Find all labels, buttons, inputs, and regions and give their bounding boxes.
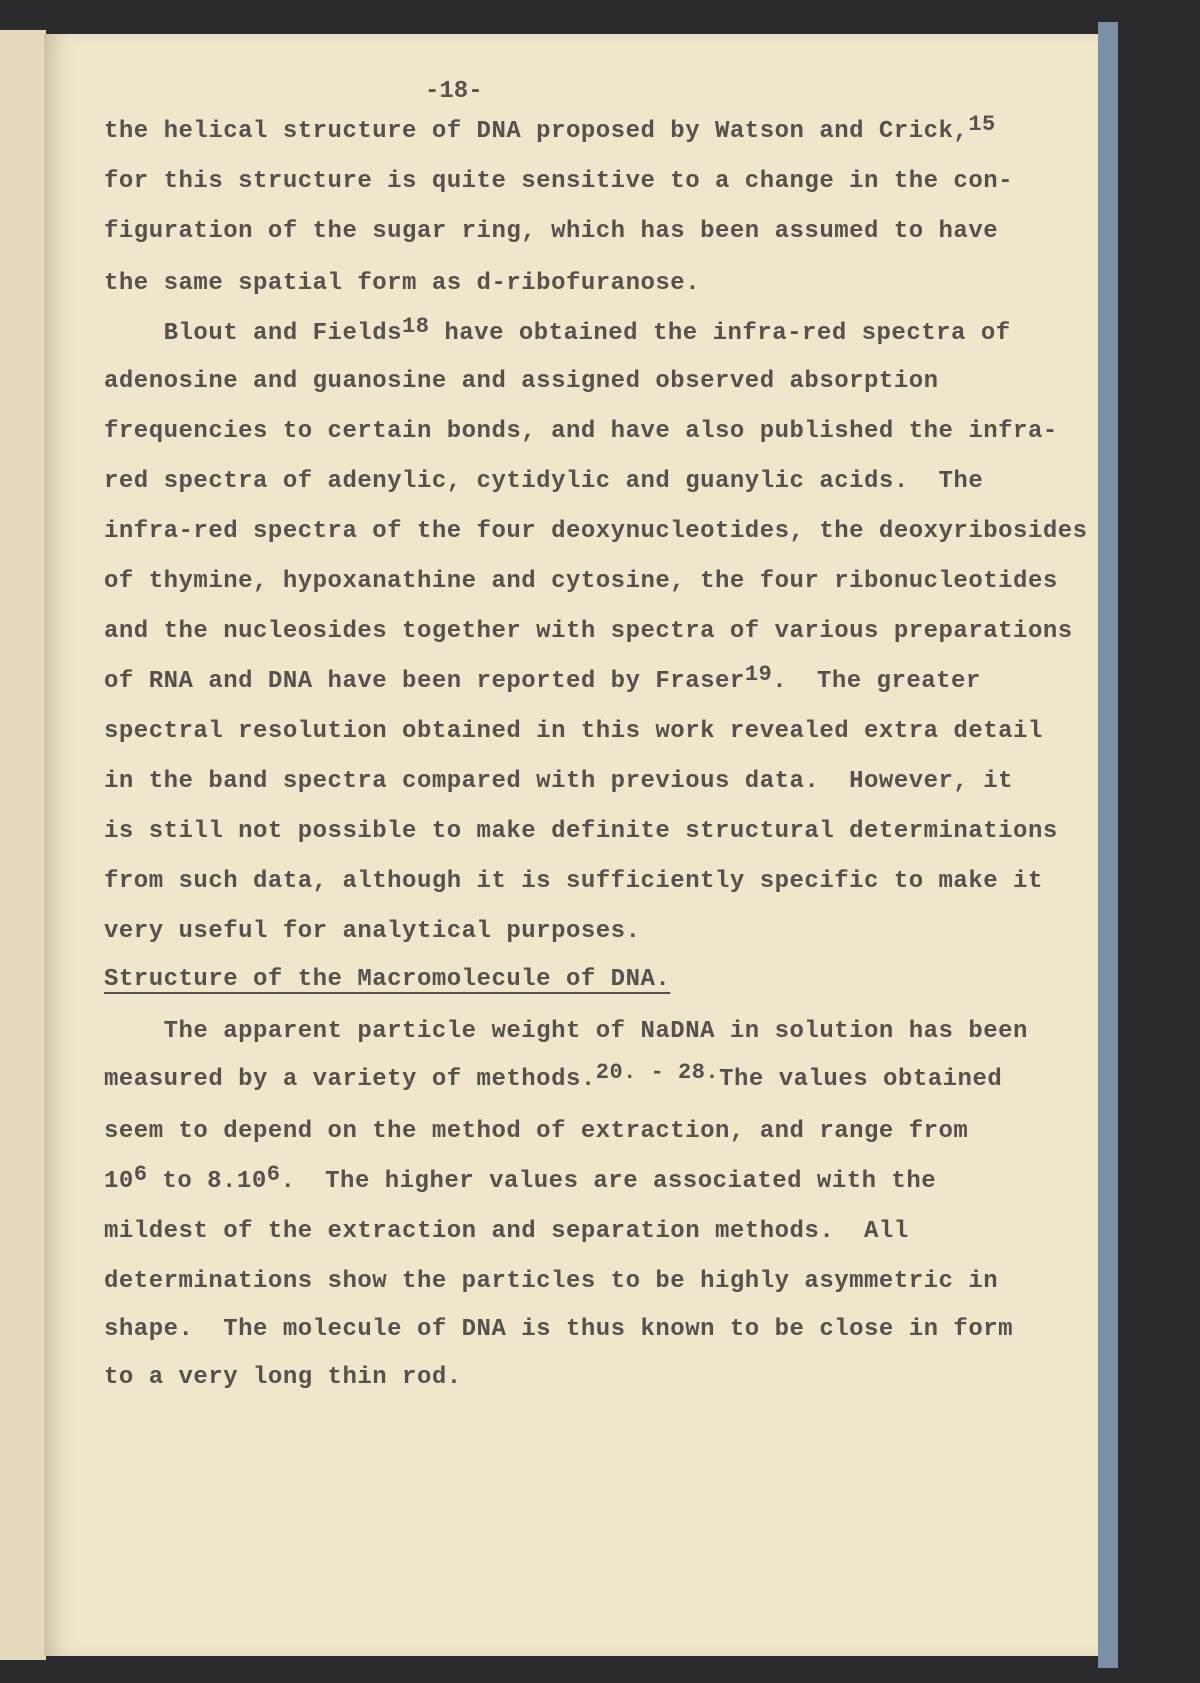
text-line — [104, 1268, 998, 1295]
text-line — [104, 918, 640, 945]
text-segment: to a very long thin rod. — [104, 1364, 462, 1391]
superscript-reference: 6 — [133, 1162, 148, 1187]
text-line — [104, 314, 1011, 347]
text-segment: the same spatial form as d-ribofuranose. — [104, 270, 701, 297]
text-segment: adenosine and guanosine and assigned observed absorption — [104, 368, 939, 395]
text-line — [104, 418, 1058, 445]
text-line — [104, 1060, 1003, 1093]
book-cover-edge — [1098, 22, 1118, 1668]
text-segment: The apparent particle weight of NaDNA in solution has been — [104, 1018, 1028, 1045]
text-segment: mildest of the extraction and separation methods. All — [104, 1218, 909, 1245]
text-segment: seem to depend on the method of extraction, and range from — [104, 1118, 969, 1145]
text-line — [104, 662, 981, 695]
text-segment: from such data, although it is sufficiently specific to make it — [104, 868, 1043, 895]
text-line — [104, 568, 1058, 595]
text-segment: red spectra of adenylic, cytidylic and guanylic acids. The — [104, 468, 984, 495]
text-segment: of thymine, hypoxanathine and cytosine, the four ribonucleotides — [104, 568, 1058, 595]
text-segment: determinations show the particles to be highly asymmetric in — [104, 1268, 999, 1295]
text-line — [104, 618, 1073, 645]
text-segment: spectral resolution obtained in this work revealed extra detail — [104, 718, 1043, 745]
text-line — [104, 270, 700, 297]
text-line — [104, 518, 1088, 545]
text-segment: and the nucleosides together with spectra of various preparations — [104, 618, 1073, 645]
superscript-reference: 15 — [968, 112, 996, 137]
text-line — [104, 1364, 462, 1391]
text-segment: Blout and Fields — [104, 320, 403, 347]
section-heading — [104, 966, 670, 993]
text-segment: . The greater — [772, 668, 981, 695]
text-segment: 10 — [104, 1168, 134, 1195]
text-segment: of RNA and DNA have been reported by Fraser — [104, 668, 745, 695]
text-line — [104, 218, 998, 245]
text-line — [104, 818, 1058, 845]
facing-page-edge — [0, 30, 46, 1660]
text-line — [104, 112, 996, 145]
text-segment: figuration of the sugar ring, which has been assumed to have — [104, 218, 999, 245]
text-segment: to 8.10 — [147, 1168, 267, 1195]
text-segment: for this structure is quite sensitive to a change in the con- — [104, 168, 1014, 195]
text-segment: measured by a variety of methods. — [104, 1066, 596, 1093]
text-line — [104, 1118, 968, 1145]
superscript-reference: 6 — [266, 1162, 281, 1187]
superscript-reference: 20. - 28. — [595, 1060, 720, 1085]
text-line — [104, 1162, 937, 1195]
text-segment: is still not possible to make definite structural determinations — [104, 818, 1058, 845]
text-line — [104, 1018, 1028, 1045]
text-line — [104, 168, 1013, 195]
text-line — [104, 868, 1043, 895]
text-segment: The values obtained — [719, 1066, 1003, 1093]
text-line — [104, 368, 939, 395]
text-segment: frequencies to certain bonds, and have also published the infra- — [104, 418, 1058, 445]
text-line — [104, 1316, 1013, 1343]
text-segment: very useful for analytical purposes. — [104, 918, 641, 945]
text-segment: shape. The molecule of DNA is thus known to be close in form — [104, 1316, 1014, 1343]
text-line — [104, 768, 1013, 795]
text-line — [104, 718, 1043, 745]
text-segment: in the band spectra compared with previous data. However, it — [104, 768, 1014, 795]
text-segment: . The higher values are associated with the — [280, 1168, 937, 1195]
text-line — [104, 468, 983, 495]
text-segment: have obtained the infra-red spectra of — [429, 320, 1011, 347]
page-number: -18- — [425, 78, 483, 105]
text-line — [104, 1218, 909, 1245]
superscript-reference: 18 — [402, 314, 430, 339]
superscript-reference: 19 — [744, 662, 773, 687]
text-segment: Structure of the Macromolecule of DNA. — [104, 966, 671, 993]
text-segment: infra-red spectra of the four deoxynucleotides, the deoxyribosides — [104, 518, 1088, 545]
text-segment: the helical structure of DNA proposed by Watson and Crick, — [104, 118, 969, 145]
